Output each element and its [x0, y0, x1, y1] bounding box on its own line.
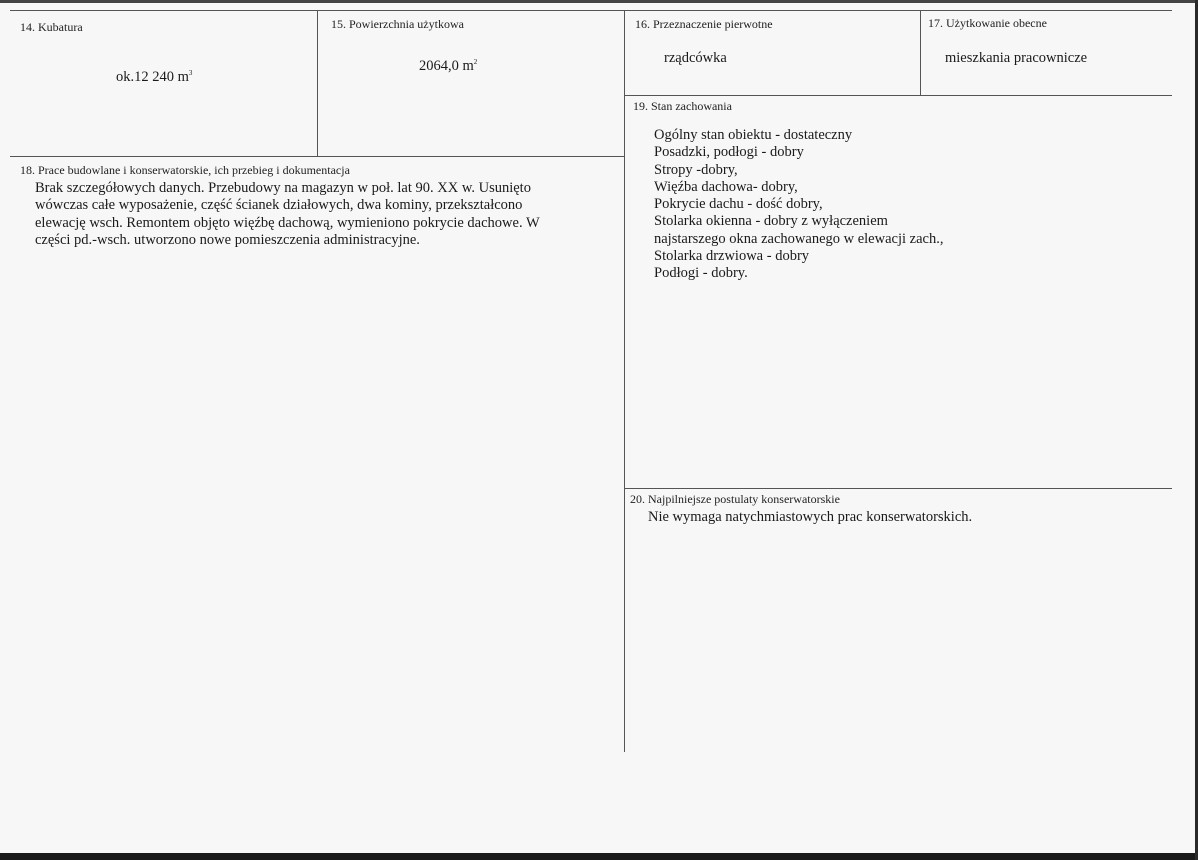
stan-label: 19. Stan zachowania [633, 99, 732, 113]
stan-list [654, 127, 943, 283]
divider-14-15 [317, 10, 318, 156]
prace-text [35, 180, 540, 249]
divider-header-18 [10, 156, 624, 157]
divider-left-right [624, 10, 625, 752]
prace-line: elewację wsch. Remontem objęto więźbę dachową, wymieniono pokrycie dachowe. W [35, 214, 540, 231]
powierzchnia-unit-sup: 2 [473, 58, 478, 66]
stan-item: Stolarka okienna - dobry z wyłączeniem [654, 213, 888, 230]
kubatura-unit-sup: 3 [188, 69, 193, 77]
postulaty-label: 20. Najpilniejsze postulaty konserwatorskie [630, 492, 840, 506]
divider-17-19 [624, 95, 1172, 96]
prace-label: 18. Prace budowlane i konserwatorskie, ich przebieg i dokumentacja [20, 163, 350, 177]
uzytkowanie-value: mieszkania pracownicze [945, 50, 1088, 66]
prace-line: Brak szczegółowych danych. Przebudowy na magazyn w poł. lat 90. XX w. Usunięto [35, 180, 531, 196]
stan-item: Stolarka drzwiowa - dobry [654, 248, 810, 265]
scan-edge-bottom [0, 853, 1198, 860]
top-border-line [10, 10, 1172, 11]
stan-item: Posadzki, podłogi - dobry [654, 144, 804, 161]
kubatura-label: 14. Kubatura [20, 20, 83, 34]
powierzchnia-number: 2064,0 m [419, 58, 474, 74]
divider-19-20 [624, 488, 1172, 489]
przeznaczenie-value: rządcówka [664, 50, 727, 66]
przeznaczenie-label: 16. Przeznaczenie pierwotne [635, 17, 773, 31]
powierzchnia-label: 15. Powierzchnia użytkowa [331, 17, 464, 31]
prace-line: wówczas całe wyposażenie, część ścianek działowych, dwa kominy, przekształcono [35, 197, 523, 214]
stan-item: najstarszego okna zachowanego w elewacji zach., [654, 230, 944, 247]
prace-line: części pd.-wsch. utworzono nowe pomieszczenia administracyjne. [35, 231, 420, 248]
stan-item: Ogólny stan obiektu - dostateczny [654, 127, 853, 143]
postulaty-value: Nie wymaga natychmiastowych prac konserwatorskich. [648, 509, 973, 525]
scan-edge-top [0, 0, 1198, 3]
stan-item: Pokrycie dachu - dość dobry, [654, 196, 823, 213]
kubatura-value [116, 65, 192, 86]
uzytkowanie-label: 17. Użytkowanie obecne [928, 16, 1047, 30]
kubatura-number: ok.12 240 m [116, 69, 189, 85]
stan-item: Podłogi - dobry. [654, 265, 748, 282]
powierzchnia-value [419, 54, 477, 75]
divider-16-17 [920, 10, 921, 95]
stan-item: Więźba dachowa- dobry, [654, 178, 798, 195]
stan-item: Stropy -dobry, [654, 161, 738, 178]
